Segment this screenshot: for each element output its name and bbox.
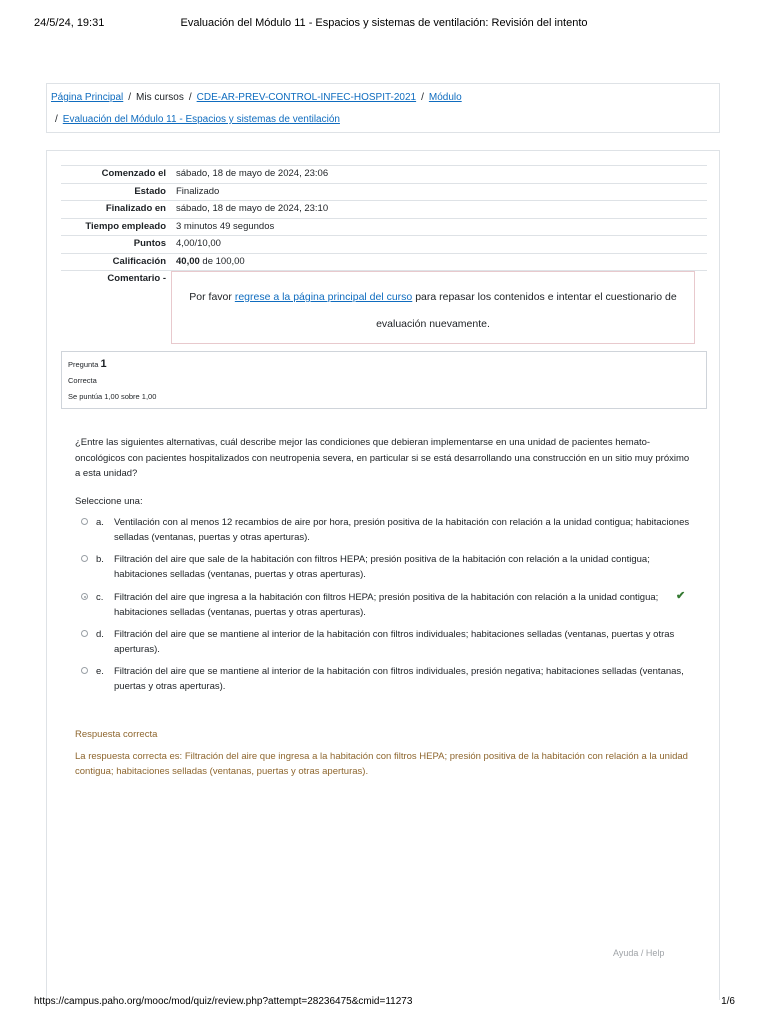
- breadcrumb-home-link[interactable]: Página Principal: [51, 92, 124, 103]
- help-link[interactable]: Ayuda / Help: [613, 948, 665, 958]
- time-value: 3 minutos 49 segundos: [171, 218, 707, 236]
- question-grade: Se puntúa 1,00 sobre 1,00: [68, 392, 157, 401]
- option-letter: a.: [96, 517, 104, 528]
- breadcrumb-quiz-link[interactable]: Evaluación del Módulo 11 - Espacios y sistemas de ventilación: [62, 114, 340, 125]
- attempt-summary-table: [61, 165, 707, 344]
- breadcrumb-my-courses: Mis cursos: [136, 92, 184, 103]
- option-text: Filtración del aire que ingresa a la habitación con filtros HEPA; presión positiva de la habitación con relación a la unidad contigua; habitaciones selladas (ventanas, puertas y otras aperturas).: [114, 592, 659, 618]
- question-info-box: [61, 351, 707, 409]
- breadcrumb-separator: /: [55, 114, 58, 125]
- summary-row-state: [61, 183, 707, 201]
- correct-check-icon: ✔: [676, 590, 686, 602]
- feedback-correct-answer: La respuesta correcta es: Filtración del aire que ingresa a la habitación con filtros HEPA; presión positiva de la habitación con relación a la unidad contigua; habitaciones selladas (ventanas, puertas y otras aperturas).: [75, 750, 688, 777]
- question-text: ¿Entre las siguientes alternativas, cuál describe mejor las condiciones que debieran implementarse en una unidad de pacientes hemato-oncológicos con pacientes hospitalizados con neutropenia severa, en particular si se está desarrollando una construcción en un sitio muy próximo a esta unidad?: [75, 437, 690, 479]
- option-letter: b.: [96, 554, 104, 565]
- option-text: Filtración del aire que se mantiene al interior de la habitación con filtros individuales; habitaciones selladas (ventanas, puertas y otras aperturas).: [114, 629, 675, 655]
- summary-row-started: [61, 166, 707, 184]
- breadcrumb: [46, 83, 720, 133]
- finished-label: Finalizado en: [61, 201, 171, 219]
- quiz-review-region: [46, 150, 720, 1000]
- print-url: https://campus.paho.org/mooc/mod/quiz/review.php?attempt=28236475&cmid=11273: [34, 996, 413, 1007]
- comment-cell: [171, 271, 707, 345]
- radio-button[interactable]: [81, 518, 88, 525]
- question-label: Pregunta: [68, 360, 99, 369]
- radio-button[interactable]: [81, 555, 88, 562]
- points-value: 4,00/10,00: [171, 236, 707, 254]
- option-letter: e.: [96, 666, 104, 677]
- print-title: Evaluación del Módulo 11 - Espacios y sistemas de ventilación: Revisión del intento: [180, 17, 588, 29]
- radio-button-selected[interactable]: [81, 593, 88, 600]
- summary-row-time: [61, 218, 707, 236]
- comment-label: Comentario -: [61, 271, 171, 345]
- time-label: Tiempo empleado: [61, 218, 171, 236]
- breadcrumb-separator: /: [188, 92, 192, 103]
- print-page-number: 1/6: [721, 996, 735, 1007]
- question-state: Correcta: [68, 376, 97, 385]
- breadcrumb-separator: /: [128, 92, 132, 103]
- breadcrumb-module-link[interactable]: Módulo: [428, 92, 462, 103]
- option-letter: d.: [96, 629, 104, 640]
- grade-label: Calificación: [61, 253, 171, 271]
- points-label: Puntos: [61, 236, 171, 254]
- course-home-link[interactable]: regrese a la página principal del curso: [234, 291, 413, 303]
- state-value: Finalizado: [171, 183, 707, 201]
- state-label: Estado: [61, 183, 171, 201]
- radio-button[interactable]: [81, 630, 88, 637]
- finished-value: sábado, 18 de mayo de 2024, 23:10: [171, 201, 707, 219]
- question-number-value: 1: [100, 358, 107, 370]
- question-number: [68, 358, 107, 370]
- comment-box: [171, 271, 695, 344]
- feedback-region: [75, 727, 695, 780]
- summary-row-points: [61, 236, 707, 254]
- summary-row-finished: [61, 201, 707, 219]
- option-letter: c.: [96, 592, 104, 603]
- select-prompt: Seleccione una:: [75, 496, 143, 507]
- breadcrumb-separator: /: [421, 92, 424, 103]
- print-date: 24/5/24, 19:31: [34, 17, 105, 29]
- breadcrumb-line-2: [55, 114, 340, 125]
- grade-value: [171, 253, 707, 271]
- grade-value-bold: 40,00: [176, 255, 200, 267]
- summary-row-comment: [61, 271, 707, 345]
- started-label: Comenzado el: [61, 166, 171, 184]
- comment-text-post: para repasar los contenidos e intentar el cuestionario de evaluación nuevamente.: [376, 291, 677, 330]
- option-text: Filtración del aire que se mantiene al interior de la habitación con filtros individuales, presión negativa; habitaciones selladas (ventanas, puertas y otras aperturas).: [114, 666, 684, 692]
- breadcrumb-line-1: [51, 92, 462, 103]
- started-value: sábado, 18 de mayo de 2024, 23:06: [171, 166, 707, 184]
- feedback-result: Respuesta correcta: [75, 729, 158, 740]
- option-text: Filtración del aire que sale de la habitación con filtros HEPA; presión positiva de la habitación con relación a la unidad contigua; habitaciones selladas (ventanas, puertas y otras aperturas).: [114, 554, 650, 580]
- print-footer: [0, 994, 768, 1014]
- radio-button[interactable]: [81, 667, 88, 674]
- summary-row-grade: [61, 253, 707, 271]
- breadcrumb-course-link[interactable]: CDE-AR-PREV-CONTROL-INFEC-HOSPIT-2021: [196, 92, 417, 103]
- comment-text-pre: Por favor: [189, 291, 235, 303]
- print-header: [0, 0, 768, 44]
- grade-value-rest: de 100,00: [199, 255, 245, 267]
- option-text: Ventilación con al menos 12 recambios de aire por hora, presión positiva de la habitación con relación a la unidad contigua; habitaciones selladas (ventanas, puertas y otras aperturas).: [114, 517, 690, 543]
